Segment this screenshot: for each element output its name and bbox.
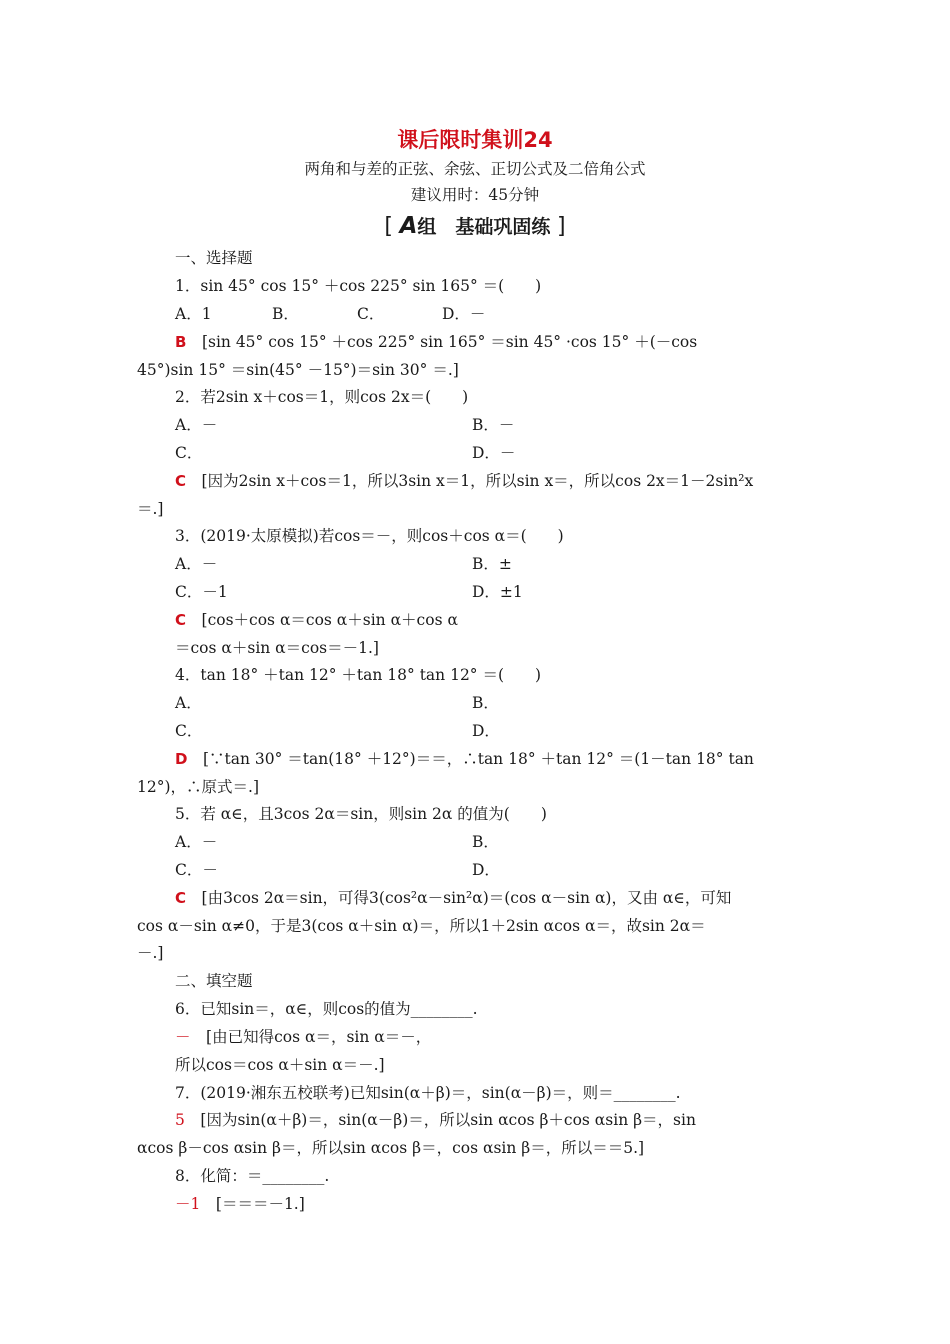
solution-line: cos α－sin α≠0，于是3(cos α＋sin α)＝，所以1＋2sin αcos α＝，故sin 2α＝ bbox=[137, 917, 706, 935]
question-stem: 2．若2sin x＋cos＝1，则cos 2x＝( ) bbox=[175, 388, 469, 406]
suggested-time: 建议用时：45分钟 bbox=[410, 186, 540, 204]
option: D． bbox=[472, 861, 500, 879]
question-stem: 6．已知sin＝，α∈，则cos的值为________. bbox=[175, 1000, 478, 1018]
answer-letter: C bbox=[175, 472, 187, 490]
solution-line: －.] bbox=[137, 944, 164, 962]
solution-line: ＝cos α＋sin α＝cos＝－1.] bbox=[175, 639, 379, 657]
option: C． bbox=[175, 444, 203, 462]
solution-line bbox=[175, 1027, 431, 1047]
solution-line bbox=[175, 1110, 696, 1130]
section-heading: 一、选择题 bbox=[175, 249, 253, 267]
answer-letter: C bbox=[175, 889, 187, 907]
option: A． bbox=[175, 694, 202, 712]
option: D．－ bbox=[442, 305, 486, 323]
option: C． bbox=[357, 305, 385, 323]
option: A．－ bbox=[175, 555, 218, 573]
option: A．1 bbox=[175, 305, 212, 323]
solution-line: αcos β－cos αsin β＝，所以sin αcos β＝，cos αsin β＝，所以＝＝5.] bbox=[137, 1139, 645, 1157]
solution-line bbox=[175, 749, 754, 769]
solution-line: ＝.] bbox=[137, 500, 164, 518]
answer-value: 5 bbox=[175, 1111, 185, 1129]
question-stem: 8．化简：＝________. bbox=[175, 1167, 330, 1185]
solution-line bbox=[175, 888, 731, 908]
question-stem: 4．tan 18° ＋tan 12° ＋tan 18° tan 12° ＝( ) bbox=[175, 666, 542, 684]
answer-letter: C bbox=[175, 611, 187, 629]
question-stem: 5．若 α∈，且3cos 2α＝sin，则sin 2α 的值为( ) bbox=[175, 805, 547, 823]
solution-line bbox=[175, 471, 753, 491]
solution-line bbox=[175, 1194, 305, 1214]
option: B．± bbox=[472, 555, 512, 573]
solution-text: [由3cos 2α＝sin，可得3(cos²α－sin²α)＝(cos α－sin α)，又由 α∈，可知 bbox=[201, 889, 732, 907]
page-subtitle: 两角和与差的正弦、余弦、正切公式及二倍角公式 bbox=[304, 160, 646, 178]
solution-line: 所以cos＝cos α＋sin α＝－.] bbox=[175, 1056, 385, 1074]
option: D．－ bbox=[472, 444, 516, 462]
bracket-left: [ bbox=[384, 214, 393, 239]
option: D．±1 bbox=[472, 583, 523, 601]
option: A．－ bbox=[175, 833, 218, 851]
group-label: 组 基础巩固练 bbox=[417, 216, 551, 238]
option: D． bbox=[472, 722, 500, 740]
section-heading: 二、填空题 bbox=[175, 972, 253, 990]
answer-letter: D bbox=[175, 750, 188, 768]
group-letter: A bbox=[399, 213, 418, 239]
option: A．－ bbox=[175, 416, 218, 434]
solution-line bbox=[175, 610, 458, 630]
solution-text: [因为sin(α＋β)＝，sin(α－β)＝，所以sin αcos β＋cos αsin β＝，sin bbox=[200, 1111, 696, 1129]
question-stem: 3．(2019·太原模拟)若cos＝－，则cos＋cos α＝( ) bbox=[175, 527, 564, 545]
solution-line: 12°)，∴原式＝.] bbox=[137, 778, 259, 796]
solution-text: [因为2sin x＋cos＝1，所以3sin x＝1，所以sin x＝，所以cos 2x＝1－2sin²x bbox=[201, 472, 754, 490]
question-stem: 1．sin 45° cos 15° ＋cos 225° sin 165° ＝( ) bbox=[175, 277, 542, 295]
answer-value: － bbox=[175, 1028, 191, 1046]
solution-line bbox=[175, 332, 697, 352]
option: C． bbox=[175, 722, 203, 740]
solution-text: [由已知得cos α＝，sin α＝－， bbox=[206, 1028, 432, 1046]
bracket-right: ] bbox=[557, 214, 566, 239]
page-title: 课后限时集训24 bbox=[397, 128, 553, 152]
answer-letter: B bbox=[175, 333, 187, 351]
option: C．－1 bbox=[175, 583, 228, 601]
solution-text: [∵tan 30° ＝tan(18° ＋12°)＝＝，∴tan 18° ＋tan 12° ＝(1－tan 18° tan bbox=[202, 750, 754, 768]
answer-value: －1 bbox=[175, 1195, 201, 1213]
group-heading bbox=[0, 212, 950, 239]
option: C．－ bbox=[175, 861, 218, 879]
solution-text: [cos＋cos α＝cos α＋sin α＋cos α bbox=[201, 611, 458, 629]
option: B．－ bbox=[472, 416, 515, 434]
option: B． bbox=[472, 833, 499, 851]
question-stem: 7．(2019·湘东五校联考)已知sin(α＋β)＝，sin(α－β)＝，则＝________. bbox=[175, 1084, 681, 1102]
solution-text: [sin 45° cos 15° ＋cos 225° sin 165° ＝sin 45° ·cos 15° ＋(－cos bbox=[201, 333, 698, 351]
option: B． bbox=[272, 305, 299, 323]
option: B． bbox=[472, 694, 499, 712]
solution-line: 45°)sin 15° ＝sin(45° －15°)＝sin 30° ＝.] bbox=[137, 361, 459, 379]
solution-text: [＝＝＝－1.] bbox=[215, 1195, 305, 1213]
